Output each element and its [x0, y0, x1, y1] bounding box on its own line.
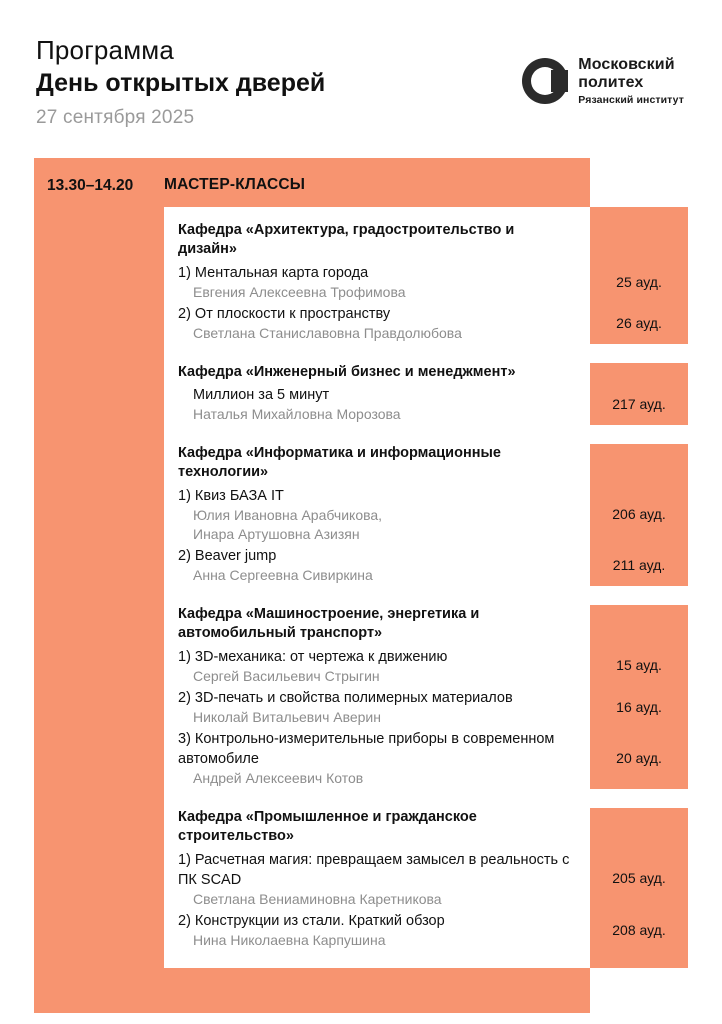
header-titles — [36, 34, 325, 129]
session-presenter: Сергей Васильевич Стрыгин — [193, 667, 380, 684]
session-presenter: Николай Витальевич Аверин — [193, 709, 381, 726]
schedule-section-title: МАСТЕР-КЛАССЫ — [164, 175, 306, 193]
department-group — [164, 221, 590, 344]
spacer — [590, 425, 688, 444]
session-presenter: Наталья Михайловна Морозова — [193, 406, 401, 423]
session-item — [178, 546, 576, 585]
session-presenter: Светлана Вениаминовна Каретникова — [193, 890, 442, 907]
session-presenter: Анна Сергеевна Сивиркина — [193, 567, 373, 584]
session-presenter: Светлана Станиславовна Правдолюбова — [193, 325, 462, 342]
event-date: 27 сентября 2025 — [36, 106, 195, 128]
department-name: Кафедра «Инженерный бизнес и менеджмент» — [178, 363, 516, 380]
logo-text — [578, 56, 684, 107]
spacer — [590, 789, 688, 808]
logo-line-2: политех — [578, 73, 644, 91]
room-label: 217 ауд. — [612, 395, 666, 412]
department-group — [164, 605, 590, 789]
sessions-card — [164, 207, 590, 969]
session-presenter: Евгения Алексеевна Трофимова — [193, 284, 406, 301]
session-item — [178, 385, 576, 424]
room-label: 211 ауд. — [612, 556, 666, 573]
logo-line-3: Рязанский институт — [578, 93, 684, 106]
room-label: 208 ауд. — [612, 921, 666, 938]
session-title: 2) Beaver jump — [178, 548, 277, 565]
session-presenter: Юлия Ивановна Арабчикова, Инара Артушовна Азизян — [193, 506, 383, 542]
session-title: Миллион за 5 минут — [193, 387, 330, 404]
session-item — [178, 263, 576, 302]
university-logo — [522, 34, 688, 107]
session-item — [178, 850, 576, 909]
department-group — [164, 363, 590, 425]
session-item — [178, 486, 576, 545]
schedule-time: 13.30–14.20 — [47, 176, 134, 194]
session-title: 1) Квиз БАЗА IT — [178, 487, 284, 504]
room-label: 26 ауд. — [616, 314, 662, 331]
department-group — [164, 808, 590, 951]
page-subtitle: День открытых дверей — [36, 68, 326, 97]
session-title: 3) Контрольно-измерительные приборы в современном автомобиле — [178, 731, 555, 768]
room-label: 25 ауд. — [616, 273, 662, 290]
schedule-panel — [34, 158, 688, 1013]
session-title: 2) От плоскости к пространству — [178, 306, 391, 323]
department-name: Кафедра «Архитектура, градостроительство и дизайн» — [178, 221, 515, 258]
session-item — [178, 911, 576, 950]
room-label: 16 ауд. — [616, 698, 662, 715]
spacer — [590, 344, 688, 363]
room-label: 20 ауд. — [616, 749, 662, 766]
session-item — [178, 688, 576, 727]
logo-line-1: Московский — [578, 56, 675, 73]
session-title: 1) Ментальная карта города — [178, 265, 369, 282]
session-title: 1) 3D-механика: от чертежа к движению — [178, 648, 448, 665]
room-label: 15 ауд. — [616, 657, 662, 674]
room-label: 205 ауд. — [612, 870, 666, 887]
circle-logo-icon — [522, 58, 568, 104]
session-item — [178, 304, 576, 343]
session-title: 2) Конструкции из стали. Краткий обзор — [178, 913, 445, 930]
session-presenter: Андрей Алексеевич Котов — [193, 770, 364, 787]
department-name: Кафедра «Информатика и информационные технологии» — [178, 444, 501, 481]
room-label: 206 ауд. — [612, 505, 666, 522]
department-group — [164, 444, 590, 586]
department-name: Кафедра «Промышленное и гражданское строительство» — [178, 808, 477, 845]
session-presenter: Нина Николаевна Карпушина — [193, 932, 386, 949]
spacer — [590, 968, 688, 1013]
spacer — [590, 586, 688, 605]
session-title: 1) Расчетная магия: превращаем замысел в реальность с ПК SCAD — [178, 851, 570, 888]
page-header — [34, 34, 688, 129]
session-item — [178, 729, 576, 788]
spacer — [590, 158, 688, 207]
department-name: Кафедра «Машиностроение, энергетика и автомобильный транспорт» — [178, 605, 480, 642]
session-title: 2) 3D-печать и свойства полимерных материалов — [178, 690, 513, 707]
session-item — [178, 647, 576, 686]
page-title: Программа — [36, 35, 175, 65]
